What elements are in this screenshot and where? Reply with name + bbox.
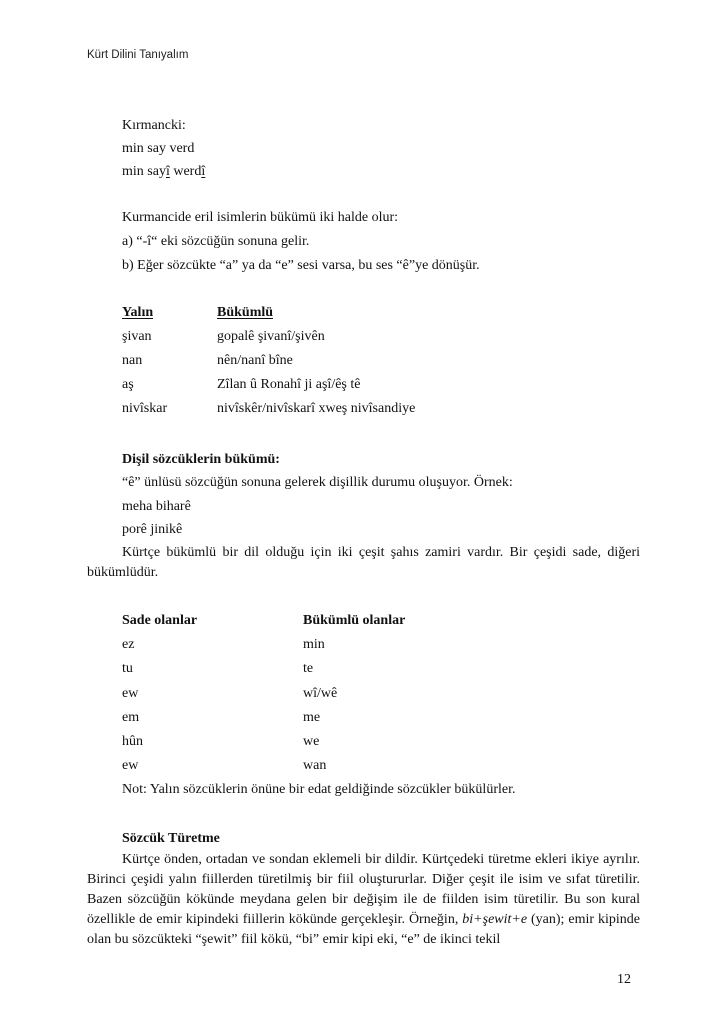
- kirmancki-example-1: min say verd: [122, 141, 195, 156]
- table2-head-bukumlu: Bükümlü olanlar: [303, 613, 406, 628]
- table1-row-4-col-2: nivîskêr/nivîskarî xweş nivîsandiye: [217, 401, 416, 416]
- pronoun-paragraph: Kürtçe bükümlü bir dil olduğu için iki çeşit şahıs zamiri vardır. Bir çeşidi sade, diğeri bükümlüdür.: [87, 545, 640, 580]
- example-2-part-a: min say: [122, 164, 166, 179]
- table2-row-4-col-1: em: [122, 710, 140, 725]
- turetme-paragraph: [87, 850, 640, 950]
- table1-row-3-col-1: aş: [122, 377, 134, 392]
- table2-row-2-col-1: tu: [122, 661, 133, 676]
- disil-example-2: porê jinikê: [122, 522, 183, 537]
- running-header: Kürt Dilini Tanıyalım: [87, 49, 189, 61]
- table1-row-3-col-2: Zîlan û Ronahî ji aşî/êş tê: [217, 377, 361, 392]
- example-2-part-b: werd: [169, 164, 202, 179]
- table1-row-2-col-2: nên/nanî bîne: [217, 353, 293, 368]
- table2-row-6-col-2: wan: [303, 758, 327, 773]
- table1-row-1-col-1: şivan: [122, 329, 152, 344]
- turetme-title: Sözcük Türetme: [122, 831, 220, 846]
- table2-row-3-col-1: ew: [122, 686, 139, 701]
- example-2-underlined-a: î: [165, 164, 170, 179]
- table2-row-5-col-2: we: [303, 734, 320, 749]
- kirmancki-title: Kırmancki:: [122, 118, 186, 133]
- turetme-text-b: (yan); emir kipinde olan bu sözcükteki “şewit” fiil kökü, “bi” emir kipi eki, “e” de ikinci tekil: [87, 912, 640, 947]
- kurmanci-intro-line-1: Kurmancide eril isimlerin bükümü iki halde olur:: [122, 210, 399, 225]
- table2-head-sade: Sade olanlar: [122, 613, 198, 628]
- disil-title: Dişil sözcüklerin bükümü:: [122, 452, 280, 467]
- kirmancki-example-2: [122, 163, 205, 181]
- table2-row-5-col-1: hûn: [122, 734, 143, 749]
- turetme-example-italic: bi+şewit+e: [462, 912, 528, 927]
- table2-row-1-col-2: min: [303, 637, 325, 652]
- disil-line-1: “ê” ünlüsü sözcüğün sonuna gelerek dişillik durumu oluşuyor. Örnek:: [122, 475, 513, 490]
- table1-row-2-col-1: nan: [122, 353, 143, 368]
- table1-row-4-col-1: nivîskar: [122, 401, 168, 416]
- page-number: 12: [617, 972, 631, 987]
- disil-example-1: meha biharê: [122, 499, 191, 514]
- table1-row-1-col-2: gopalê şivanî/şivên: [217, 329, 325, 344]
- table2-row-2-col-2: te: [303, 661, 314, 676]
- table1-head-bukumlu: Bükümlü: [217, 305, 274, 320]
- table2-row-6-col-1: ew: [122, 758, 139, 773]
- kurmanci-intro-line-2: a) “-î“ eki sözcüğün sonuna gelir.: [122, 234, 310, 249]
- kurmanci-intro-line-3: b) Eğer sözcükte “a” ya da “e” sesi varsa, bu ses “ê”ye dönüşür.: [122, 258, 480, 273]
- table2-row-3-col-2: wî/wê: [303, 686, 338, 701]
- table1-head-yalin: Yalın: [122, 305, 154, 320]
- table2-row-1-col-1: ez: [122, 637, 135, 652]
- example-2-underlined-b: î: [201, 164, 206, 179]
- turetme-text-a: Kürtçe önden, ortadan ve sondan eklemeli bir dildir. Kürtçedeki türetme ekleri ikiye ayrılır. Birinci çeşidi yalın fiillerden türetilmiş bir fiil oluştururlar. Diğer çeşit ile isim ve sıfat türetilir. Bazen sözcüğün kökünde meydana gelen bir değişim ile de fiilden isim türetilir. Bu son kural özellikle de emir kipindeki fiillerin kökünde gerçekleşir. Örneğin,: [87, 852, 640, 927]
- table2-note: Not: Yalın sözcüklerin önüne bir edat geldiğinde sözcükler bükülürler.: [122, 782, 516, 797]
- table2-row-4-col-2: me: [303, 710, 321, 725]
